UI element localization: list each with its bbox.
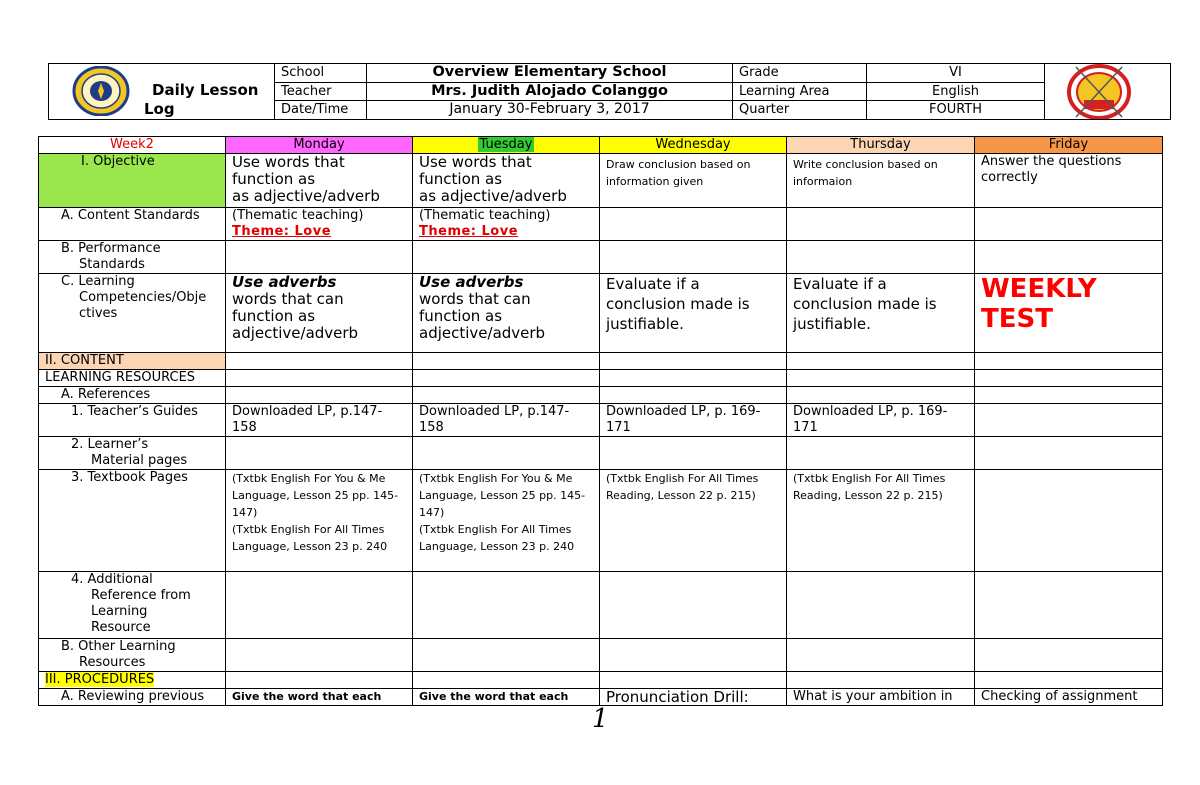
competencies-monday: Use adverbs words that can function as adjective/adverb <box>226 274 413 353</box>
content-standards-tuesday: (Thematic teaching) Theme: Love <box>413 208 600 241</box>
teacher-label: Teacher <box>275 82 367 101</box>
teachers-guides-monday: Downloaded LP, p.147-158 <box>226 404 413 437</box>
content-section-label: II. CONTENT <box>39 353 226 370</box>
reviewing-thursday: What is your ambition in <box>787 689 975 706</box>
monday-header: Monday <box>226 137 413 154</box>
datetime-value: January 30-February 3, 2017 <box>367 101 733 120</box>
teachers-guides-tuesday: Downloaded LP, p.147-158 <box>413 404 600 437</box>
teachers-guides-label: 1. Teacher’s Guides <box>39 404 226 437</box>
reviewing-tuesday: Give the word that each <box>413 689 600 706</box>
reviewing-monday: Give the word that each <box>226 689 413 706</box>
school-label: School <box>275 64 367 83</box>
thursday-header: Thursday <box>787 137 975 154</box>
content-standards-label: A. Content Standards <box>39 208 226 241</box>
objective-friday: Answer the questions correctly <box>975 154 1163 208</box>
theme-love: Theme: Love <box>232 224 332 239</box>
other-resources-label: B. Other Learning Resources <box>39 639 226 672</box>
grade-label: Grade <box>733 64 867 83</box>
page-number: 1 <box>592 704 609 734</box>
theme-love: Theme: Love <box>419 224 519 239</box>
learning-area-label: Learning Area <box>733 82 867 101</box>
school-value: Overview Elementary School <box>367 64 733 83</box>
objective-label: I. Objective <box>39 154 226 208</box>
tuesday-header <box>413 137 600 154</box>
daily-lesson-log-title: Daily Lesson Log <box>144 81 259 118</box>
learning-resources-label: LEARNING RESOURCES <box>39 370 226 387</box>
datetime-label: Date/Time <box>275 101 367 120</box>
competencies-thursday: Evaluate if a conclusion made is justifiable. <box>787 274 975 353</box>
objective-monday: Use words that function as as adjective/adverb <box>226 154 413 208</box>
references-label: A. References <box>39 387 226 404</box>
tuesday-label: Tuesday <box>479 137 533 152</box>
content-standards-monday: (Thematic teaching) Theme: Love <box>226 208 413 241</box>
reviewing-friday: Checking of assignment <box>975 689 1163 706</box>
reviewing-wednesday: Pronunciation Drill: <box>600 689 787 706</box>
quarter-value: FOURTH <box>867 101 1045 120</box>
teachers-guides-wednesday: Downloaded LP, p. 169-171 <box>600 404 787 437</box>
procedures-label: III. PROCEDURES <box>39 672 226 689</box>
header-info-table <box>48 63 1171 120</box>
teachers-guides-thursday: Downloaded LP, p. 169-171 <box>787 404 975 437</box>
additional-reference-label: 4. Additional Reference from Learning Resource <box>39 572 226 639</box>
learners-material-label: 2. Learner’s Material pages <box>39 437 226 470</box>
grade-value: VI <box>867 64 1045 83</box>
textbook-pages-label: 3. Textbook Pages <box>39 470 226 572</box>
learning-area-value: English <box>867 82 1045 101</box>
textbook-pages-tuesday: (Txtbk English For You & Me Language, Lesson 25 pp. 145-147) (Txtbk English For All Times Language, Lesson 23 p. 240 <box>413 470 600 572</box>
competencies-tuesday: Use adverbs words that can function as adjective/adverb <box>413 274 600 353</box>
competencies-wednesday: Evaluate if a conclusion made is justifiable. <box>600 274 787 353</box>
reviewing-label: A. Reviewing previous <box>39 689 226 706</box>
objective-wednesday: Draw conclusion based on information given <box>600 154 787 208</box>
performance-standards-label: B. Performance Standards <box>39 241 226 274</box>
wednesday-header: Wednesday <box>600 137 787 154</box>
textbook-pages-wednesday: (Txtbk English For All Times Reading, Lesson 22 p. 215) <box>600 470 787 572</box>
quarter-label: Quarter <box>733 101 867 120</box>
friday-header: Friday <box>975 137 1163 154</box>
weekly-test: WEEKLY TEST <box>975 274 1163 353</box>
textbook-pages-monday: (Txtbk English For You & Me Language, Lesson 25 pp. 145-147) (Txtbk English For All Times Language, Lesson 23 p. 240 <box>226 470 413 572</box>
objective-thursday: Write conclusion based on informaion <box>787 154 975 208</box>
competencies-label: C. Learning Competencies/Obje ctives <box>39 274 226 353</box>
teacher-value: Mrs. Judith Alojado Colanggo <box>367 82 733 101</box>
lesson-log-table <box>38 136 1163 706</box>
objective-tuesday: Use words that function as as adjective/adverb <box>413 154 600 208</box>
week-header: Week2 <box>39 137 226 154</box>
textbook-pages-thursday: (Txtbk English For All Times Reading, Lesson 22 p. 215) <box>787 470 975 572</box>
